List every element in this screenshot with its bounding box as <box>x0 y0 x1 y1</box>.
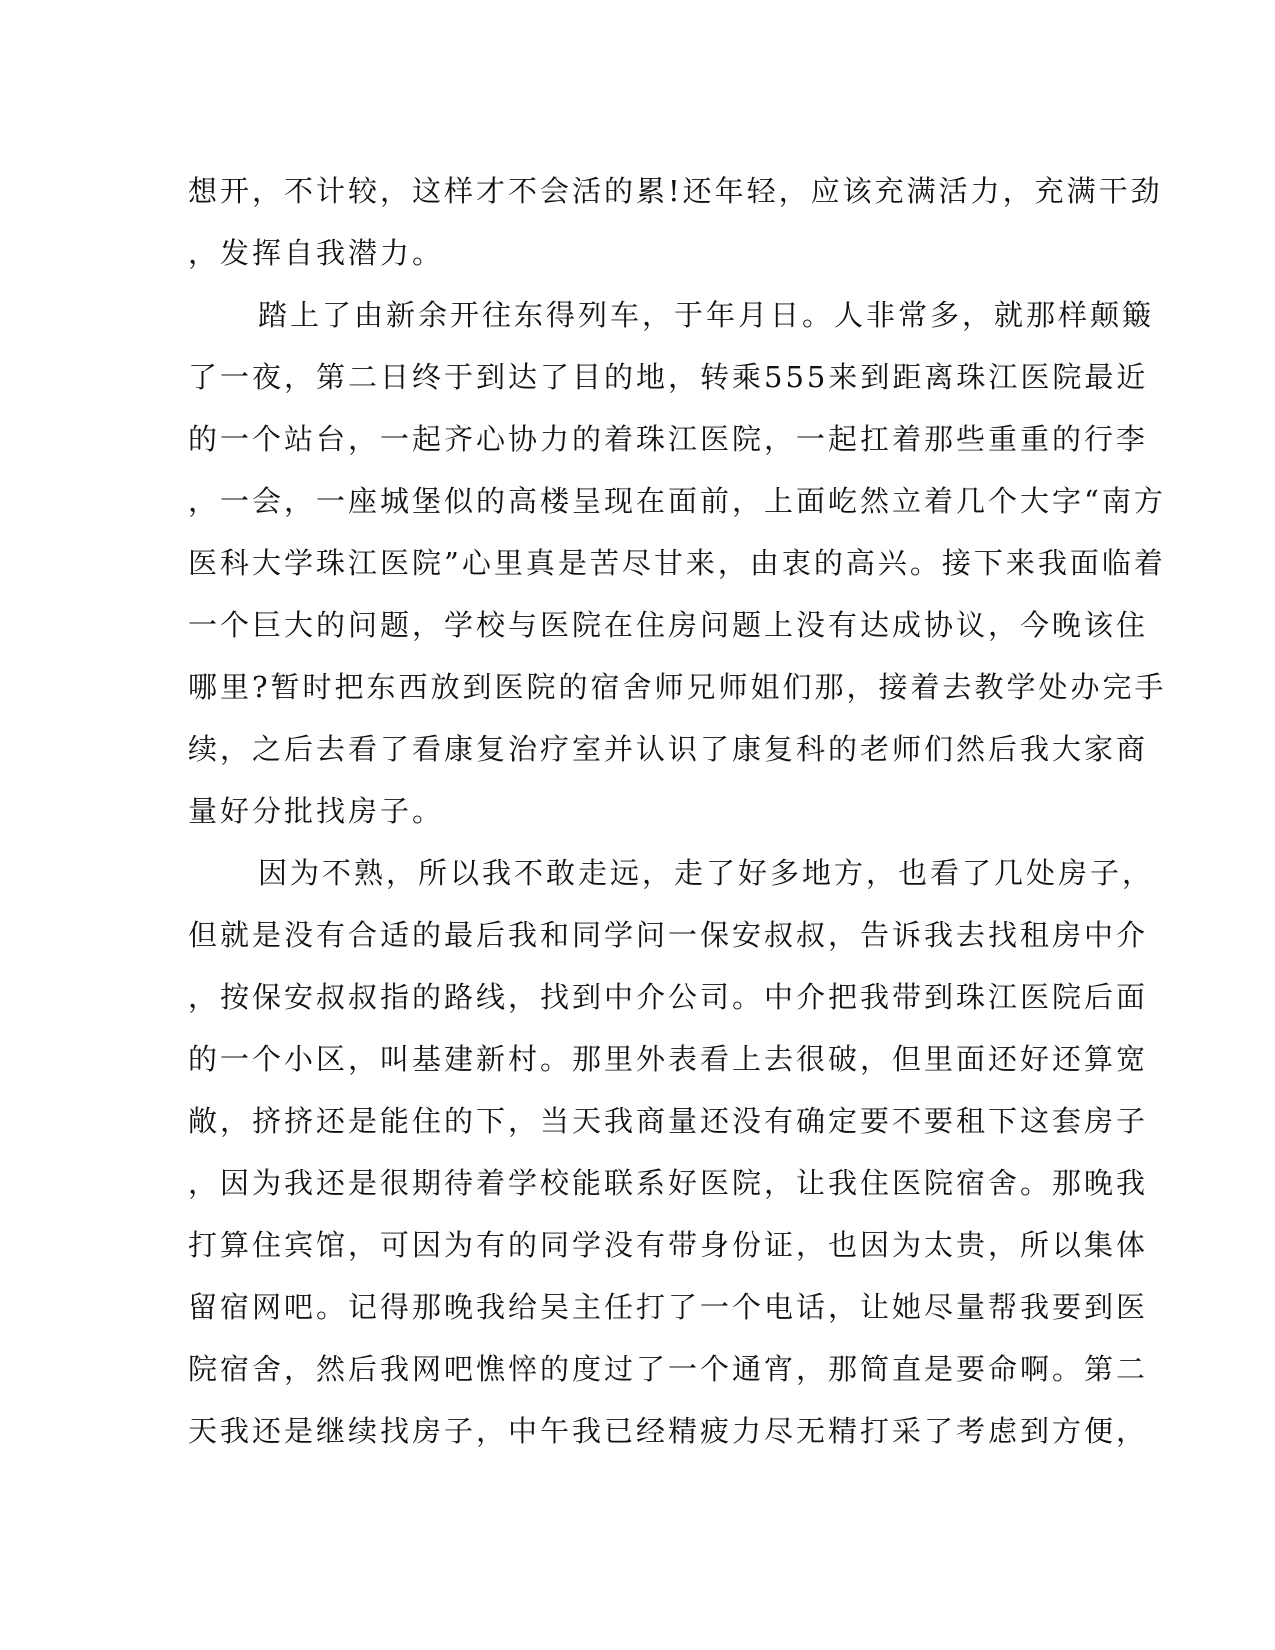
text-line: 的一个小区，叫基建新村。那里外表看上去很破，但里面还好还算宽 <box>188 1042 1149 1076</box>
text-line: 天我还是继续找房子，中午我已经精疲力尽无精打采了考虑到方便， <box>188 1414 1149 1448</box>
text-line: 敞，挤挤还是能住的下，当天我商量还没有确定要不要租下这套房子 <box>188 1104 1149 1138</box>
text-line: ，因为我还是很期待着学校能联系好医院，让我住医院宿舍。那晚我 <box>188 1166 1149 1200</box>
text-line: 续，之后去看了看康复治疗室并认识了康复科的老师们然后我大家商 <box>188 732 1149 766</box>
text-line: 医科大学珠江医院”心里真是苦尽甘来，由衷的高兴。接下来我面临着 <box>188 546 1166 580</box>
text-line: 的一个站台，一起齐心协力的着珠江医院，一起扛着那些重重的行李 <box>188 422 1149 456</box>
text-line: 了一夜，第二日终于到达了目的地，转乘555来到距离珠江医院最近 <box>188 360 1149 394</box>
text-line: 院宿舍，然后我网吧憔悴的度过了一个通宵，那简直是要命啊。第二 <box>188 1352 1149 1386</box>
text-line: 但就是没有合适的最后我和同学问一保安叔叔，告诉我去找租房中介 <box>188 918 1149 952</box>
text-line: 哪里?暂时把东西放到医院的宿舍师兄师姐们那，接着去教学处办完手 <box>188 670 1167 704</box>
paragraph-first-line: 踏上了由新余开往东得列车，于年月日。人非常多，就那样颠簸 <box>258 298 1155 332</box>
text-line: 想开，不计较，这样才不会活的累!还年轻，应该充满活力，充满干劲 <box>188 174 1163 208</box>
text-line: ，按保安叔叔指的路线，找到中介公司。中介把我带到珠江医院后面 <box>188 980 1149 1014</box>
text-line: 量好分批找房子。 <box>188 794 445 828</box>
text-line: 打算住宾馆，可因为有的同学没有带身份证，也因为太贵，所以集体 <box>188 1228 1149 1262</box>
text-line: ，发挥自我潜力。 <box>188 236 445 270</box>
paragraph-first-line: 因为不熟，所以我不敢走远，走了好多地方，也看了几处房子， <box>258 856 1155 890</box>
text-line: ，一会，一座城堡似的高楼呈现在面前，上面屹然立着几个大字“南方 <box>188 484 1166 518</box>
text-line: 留宿网吧。记得那晚我给吴主任打了一个电话，让她尽量帮我要到医 <box>188 1290 1149 1324</box>
text-line: 一个巨大的问题，学校与医院在住房问题上没有达成协议，今晚该住 <box>188 608 1149 642</box>
document-body <box>188 160 1167 1462</box>
